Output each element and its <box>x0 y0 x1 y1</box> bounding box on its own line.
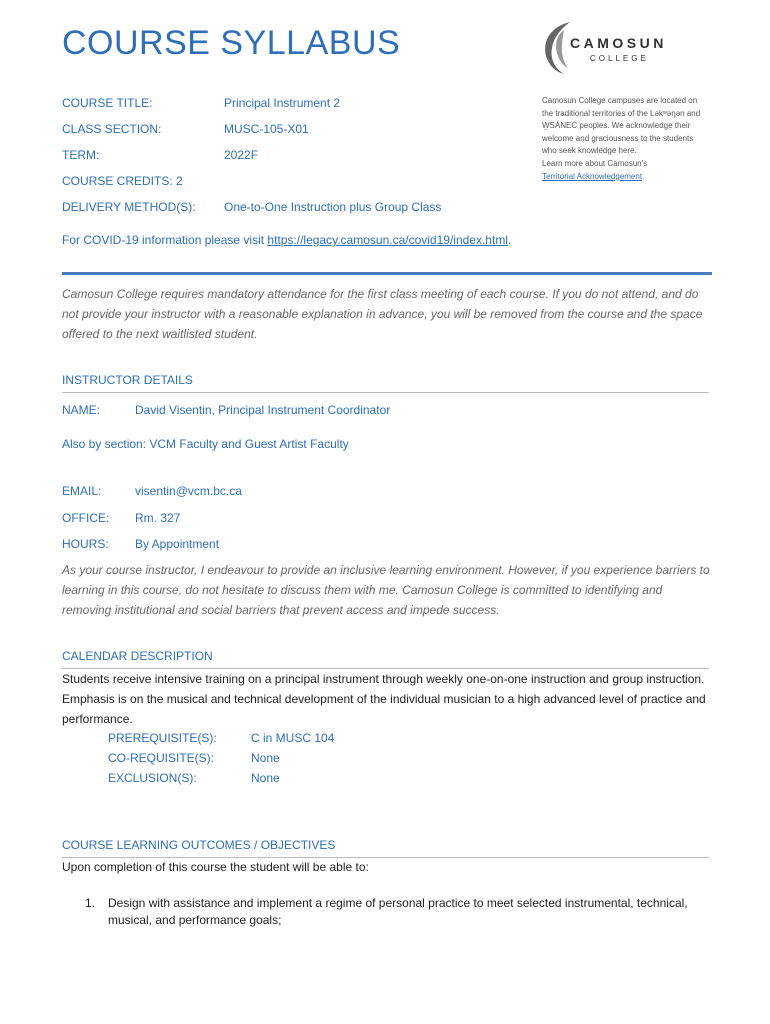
learning-outcomes-heading: COURSE LEARNING OUTCOMES / OBJECTIVES <box>62 838 336 852</box>
header-divider <box>62 272 712 275</box>
corequisite-value: None <box>251 751 280 765</box>
logo-subtext: COLLEGE <box>590 54 649 63</box>
territorial-acknowledgement-link[interactable]: Territorial Acknowledgement <box>542 171 643 181</box>
delivery-method-value: One-to-One Instruction plus Group Class <box>224 200 442 214</box>
acknowledgement-text: Camosun College campuses are located on the traditional territories of the Ləkʷəŋən and W̱SÁNEĆ peoples. We acknowledge their welcome and graciousness to the students who seek knowledge here. <box>542 96 701 156</box>
email-value[interactable]: visentin@vcm.bc.ca <box>135 484 242 498</box>
exclusion-value: None <box>251 771 280 785</box>
exclusion-label: EXCLUSION(S): <box>108 771 197 785</box>
covid-suffix: . <box>507 233 512 247</box>
course-title-label: COURSE TITLE: <box>62 96 153 110</box>
calendar-description-text: Students receive intensive training on a principal instrument through weekly one-on-one instruction and group instruction. Emphasis is on the musical and technical development of the individual musician to a high advanced level of practice and performance. <box>62 672 706 726</box>
corequisite-label: CO-REQUISITE(S): <box>108 751 215 765</box>
outcome-text: Design with assistance and implement a regime of personal practice to meet selected instrumental, technical, musical, and performance goals; <box>108 896 688 927</box>
class-section-value: MUSC-105-X01 <box>224 122 309 136</box>
attendance-note: Camosun College requires mandatory attendance for the first class meeting of each course. If you do not attend, and do not provide your instructor with a reasonable explanation in advance, you will be removed from the course and the space offered to the next waitlisted student. <box>62 287 703 341</box>
outcomes-divider <box>62 857 709 858</box>
territorial-acknowledgement <box>542 95 707 183</box>
prerequisite-label: PREREQUISITE(S): <box>108 731 217 745</box>
outcomes-intro: Upon completion of this course the student will be able to: <box>62 860 369 874</box>
also-by-section: Also by section: VCM Faculty and Guest Artist Faculty <box>62 437 349 451</box>
logo-wordmark: CAMOSUN <box>570 35 667 51</box>
instructor-name-value: David Visentin, Principal Instrument Coordinator <box>135 403 391 417</box>
instructor-name-label: NAME: <box>62 403 101 417</box>
delivery-method-label: DELIVERY METHOD(S): <box>62 200 196 214</box>
course-credits-label: COURSE CREDITS: 2 <box>62 174 183 188</box>
class-section-label: CLASS SECTION: <box>62 122 162 136</box>
covid-link[interactable]: https://legacy.camosun.ca/covid19/index.html <box>267 233 508 247</box>
acknowledgement-period: . <box>642 171 645 181</box>
prerequisite-value: C in MUSC 104 <box>251 731 335 745</box>
acknowledgement-more: Learn more about Camosun’s <box>542 158 648 168</box>
covid-info <box>62 233 511 247</box>
term-value: 2022F <box>224 148 259 162</box>
term-label: TERM: <box>62 148 100 162</box>
office-value: Rm. 327 <box>135 511 181 525</box>
instructor-details-heading: INSTRUCTOR DETAILS <box>62 373 193 387</box>
covid-prefix: For COVID-19 information please visit <box>62 233 268 247</box>
instructor-divider <box>62 392 709 393</box>
page-title: COURSE SYLLABUS <box>62 24 401 62</box>
office-label: OFFICE: <box>62 511 110 525</box>
course-title-value: Principal Instrument 2 <box>224 96 341 110</box>
inclusion-note: As your course instructor, I endeavour to provide an inclusive learning environment. However, if you experience barriers to learning in this course, do not hesitate to discuss them with me. Camosun College is committed to identifying and removing institutional and social barriers that prevent access and impede success. <box>62 563 710 617</box>
hours-label: HOURS: <box>62 537 109 551</box>
hours-value: By Appointment <box>135 537 220 551</box>
email-label: EMAIL: <box>62 484 102 498</box>
calendar-description-heading: CALENDAR DESCRIPTION <box>62 649 213 663</box>
outcome-number: 1. <box>85 896 96 910</box>
camosun-logo <box>540 18 680 78</box>
